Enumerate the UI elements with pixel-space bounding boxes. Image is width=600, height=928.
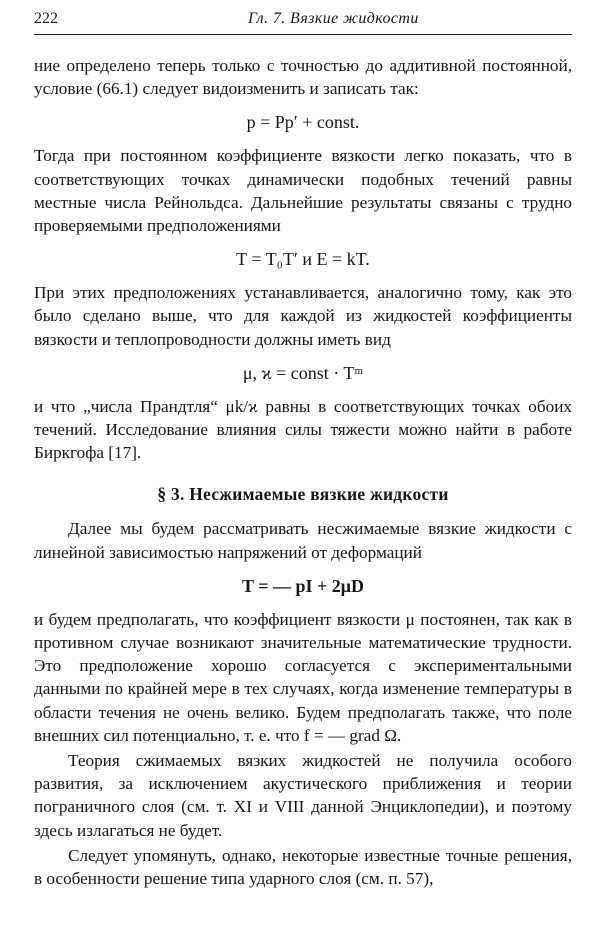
running-head: Гл. 7. Вязкие жидкости	[248, 10, 419, 27]
formula-temperature-energy: T = T₀T′ и E = kT.	[236, 249, 370, 270]
paragraph-compressible-theory: Теория сжимаемых вязких жидкостей не получила особого развития, за исключением акустического приближения и теории пограничного слоя (см. т. XI и VIII данной Энциклопедии), и поэтому здесь излагаться не будет.	[34, 751, 572, 840]
page-header	[34, 10, 572, 35]
formula-stress-tensor: T = — pI + 2μD	[242, 575, 364, 596]
page-body	[34, 54, 572, 890]
paragraph-reynolds: Тогда при постоянном коэффициенте вязкости легко показать, что в соответствующих точках динамически подобных течений равны местные числа Рейнольдса. Дальнейшие результаты связаны с трудно проверяемыми предположениями	[34, 146, 572, 236]
formula-viscosity: μ, ϰ = const · Tᵐ	[242, 362, 364, 383]
paragraph-continuation: ние определено теперь только с точностью до аддитивной постоянной, условие (66.1) следует видоизменить и записать так:	[34, 56, 572, 99]
paragraph-assumptions: При этих предположениях устанавливается, аналогично тому, как это было сделано выше, что для каждой из жидкостей коэффициенты вязкости и теплопроводности должны иметь вид	[34, 283, 572, 349]
paragraph-constant-viscosity: и будем предполагать, что коэффициент вязкости μ постоянен, так как в противном случае возникают значительные математические трудности. Это предположение хорошо согласуется с экспериментальными данными по крайней мере в тех случаях, когда изменение температуры в области течения не очень велико. Будем предполагать также, что поле внешних сил потенциально, т. е. что f = — grad Ω.	[34, 609, 572, 745]
formula-pressure: p = Pp′ + const.	[246, 112, 360, 133]
paragraph-exact-solutions: Следует упомянуть, однако, некоторые известные точные решения, в особенности решение типа ударного слоя (см. п. 57),	[34, 845, 572, 889]
paragraph-incompressible: Далее мы будем рассматривать несжимаемые вязкие жидкости с линейной зависимостью напряжений от деформаций	[34, 519, 572, 562]
section-heading: § 3. Несжимаемые вязкие жидкости	[157, 484, 449, 505]
page-number: 222	[34, 10, 58, 27]
paragraph-prandtl: и что „числа Прандтля“ μk/ϰ равны в соответствующих точках обоих течений. Исследование влияния силы тяжести можно найти в работе Биркгофа [17].	[34, 396, 572, 463]
